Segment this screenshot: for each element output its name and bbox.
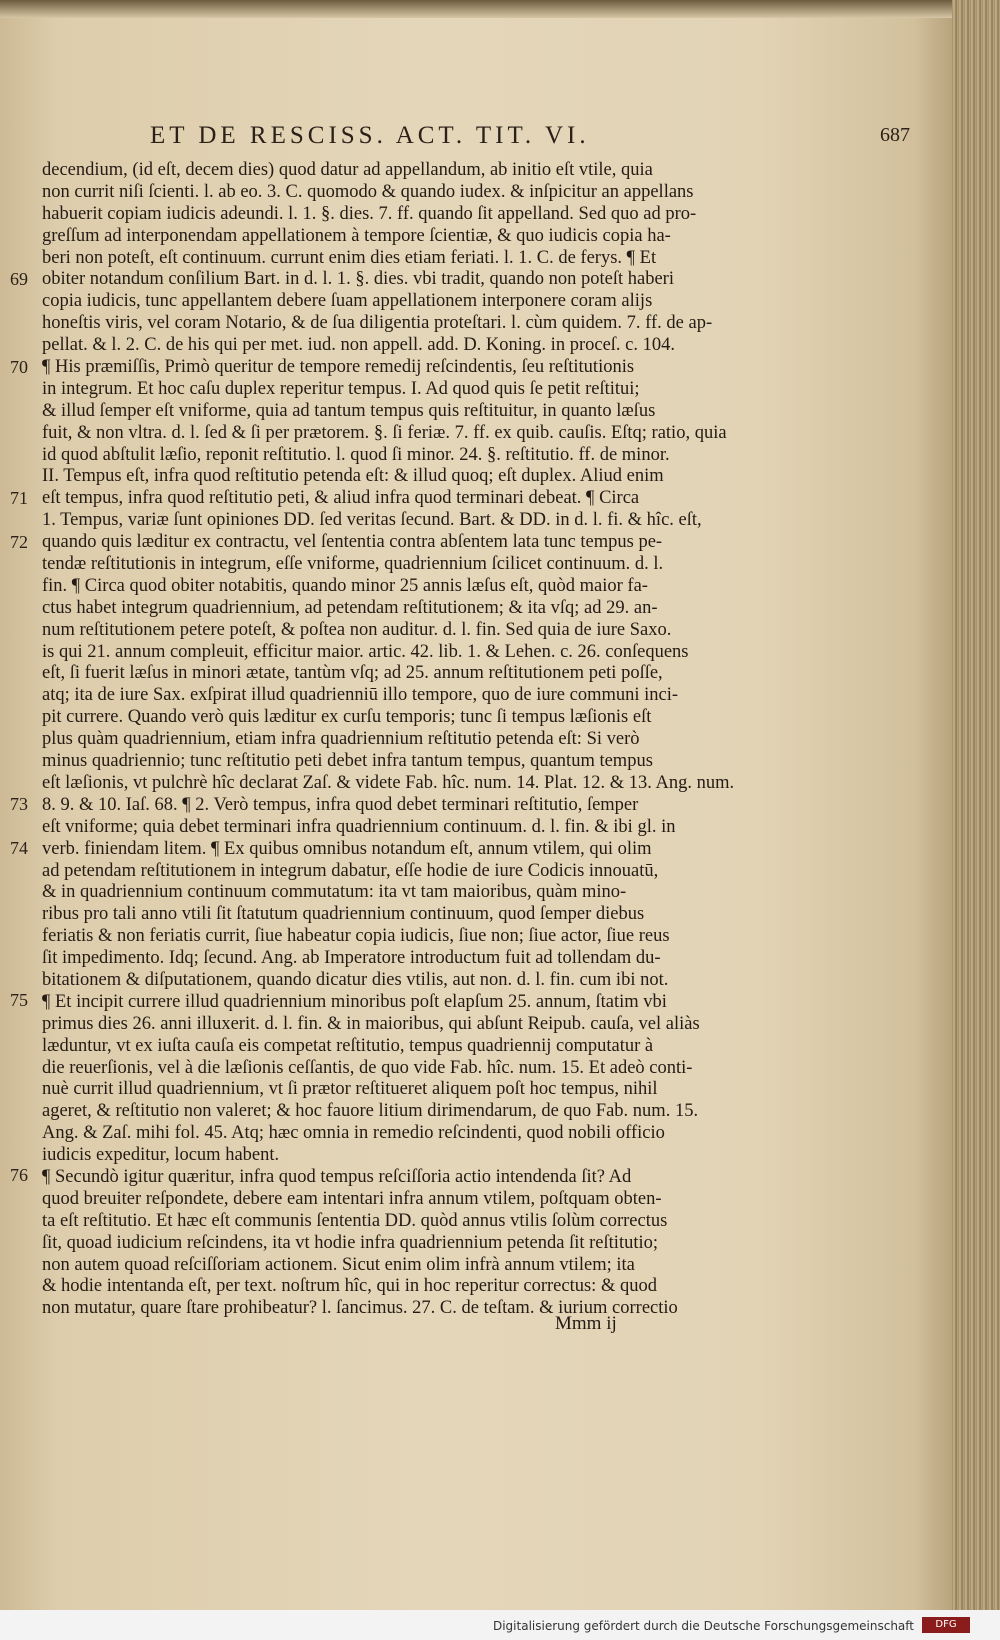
text-line: ¶ His præmiſſis, Primò queritur de tempore remedij reſcindentis, ſeu reſtitutionis <box>42 357 635 378</box>
text-line: eſt læſionis, vt pulchrè hîc declarat Zaſ. & videte Fab. hîc. num. 14. Plat. 12. & 13. Ang. num. <box>42 772 735 793</box>
page-edge-stack <box>952 0 1000 1610</box>
text-line: non autem quoad reſciſſoriam actionem. Sicut enim olim infrà annum vtilem; ita <box>42 1254 635 1275</box>
text-line: 1. Tempus, variæ ſunt opiniones DD. ſed veritas ſecund. Bart. & DD. in d. l. fi. & hîc. eſt, <box>42 510 702 531</box>
text-line: pellat. & l. 2. C. de his qui per met. iud. non appell. add. D. Koning. in proceſ. c. 104. <box>42 335 676 356</box>
margin-number: 76 <box>10 1165 28 1185</box>
text-line: beri non poteſt, eſt continuum. currunt enim dies etiam feriati. l. 1. C. de ferys. ¶ Et <box>42 247 657 268</box>
margin-number: 75 <box>10 990 28 1010</box>
text-line: eſt tempus, infra quod reſtitutio peti, & aliud infra quod terminari debeat. ¶ Circa <box>42 488 640 509</box>
text-line: tendæ reſtitutionis in integrum, eſſe vniforme, quadriennium ſcilicet continuum. d. l. <box>42 554 664 575</box>
page-header <box>120 122 910 158</box>
text-line: non mutatur, quare ſtare prohibeatur? l. ſancimus. 27. C. de teſtam. & iurium correctio <box>42 1298 678 1319</box>
text-line: in integrum. Et hoc caſu duplex reperitur tempus. I. Ad quod quis ſe petit reſtitui; <box>42 378 640 399</box>
text-line: nuè currit illud quadriennium, vt ſi prætor reſtitueret aliquem poſt hoc tempus, nihil <box>42 1079 658 1100</box>
text-line: & in quadriennium continuum commutatum: ita vt tam maioribus, quàm mino- <box>42 882 627 903</box>
text-line: ſit impedimento. Idq; ſecund. Ang. ab Imperatore introductum fuit ad tollendam du- <box>42 948 661 969</box>
margin-number: 72 <box>10 532 28 552</box>
text-line: ſit, quoad iudicium reſcindens, ita vt hodie infra quadriennium petenda ſit reſtitutio; <box>42 1232 659 1253</box>
text-line: ctus habet integrum quadriennium, ad petendam reſtitutionem; & ita vſq; ad 29. an- <box>42 597 658 618</box>
text-line: & illud ſemper eſt vniforme, quia ad tantum tempus quis reſtituitur, in quanto læſus <box>42 400 656 421</box>
signature-mark: Mmm ij <box>555 1313 617 1334</box>
text-line: is qui 21. annum compleuit, efficitur maior. artic. 42. lib. 1. & Lehen. c. 26. conſequens <box>42 641 689 662</box>
text-line: quod breuiter reſpondete, debere eam intentari infra annum vtilem, poſtquam obten- <box>42 1188 662 1209</box>
text-line: obiter notandum conſilium Bart. in d. l. 1. §. dies. vbi tradit, quando non poteſt haberi <box>42 269 674 290</box>
text-line: atq; ita de iure Sax. exſpirat illud quadrienniū illo tempore, quo de iure communi inci- <box>42 685 679 706</box>
text-line: iudicis expeditur, locum habent. <box>42 1145 280 1166</box>
text-line: copia iudicis, tunc appellantem debere ſuam appellationem interponere coram alijs <box>42 291 653 312</box>
page-number: 687 <box>880 124 910 146</box>
text-line: pit currere. Quando verò quis læditur ex curſu temporis; tunc ſi tempus læſionis eſt <box>42 707 652 728</box>
text-line: ageret, & reſtitutio non valeret; & hoc fauore litium dirimendarum, de quo Fab. num. 15. <box>42 1101 699 1122</box>
margin-number: 70 <box>10 357 28 377</box>
text-line: quando quis læditur ex contractu, vel ſententia contra abſentem lata tunc tempus pe- <box>42 532 663 553</box>
text-line: ta eſt reſtitutio. Et hæc eſt communis ſententia DD. quòd annus vtilis ſolùm correctus <box>42 1210 668 1231</box>
margin-number: 74 <box>10 838 28 858</box>
running-head: ET DE RESCISS. ACT. TIT. VI. <box>150 122 590 149</box>
text-line: fuit, & non vltra. d. l. ſed & ſi per prætorem. §. ſi feriæ. 7. ff. ex quib. cauſis. Eſtq; ratio, quia <box>42 422 727 443</box>
text-line: læduntur, vt ex iuſta cauſa eis competat reſtitutio, tempus quadriennij computatur à <box>42 1035 654 1056</box>
text-line: primus dies 26. anni illuxerit. d. l. fin. & in maioribus, qui abſunt Reipub. cauſa, vel aliàs <box>42 1013 700 1034</box>
page-top-edge <box>0 0 1000 18</box>
text-line: habuerit copiam iudicis adeundi. l. 1. §. dies. 7. ff. quando ſit appelland. Sed quo ad pro- <box>42 203 697 224</box>
text-line: verb. finiendam litem. ¶ Ex quibus omnibus notandum eſt, annum vtilem, qui olim <box>42 838 652 859</box>
text-line: id quod abſtulit læſio, reponit reſtitutio. l. quod ſi minor. 24. §. reſtitutio. ff. de minor. <box>42 444 670 465</box>
text-line: minus quadriennio; tunc reſtitutio peti debet infra tantum tempus, quantum tempus <box>42 751 653 772</box>
text-line: ribus pro tali anno vtili ſit ſtatutum quadriennium continuum, quod ſemper diebus <box>42 904 645 925</box>
text-line: greſſum ad interponendam appellationem à tempore ſcientiæ, & quo iudicis copia ha- <box>42 225 671 246</box>
text-line: honeſtis viris, vel coram Notario, & de ſua diligentia proteſtari. l. cùm quidem. 7. ff. de ap- <box>42 313 713 334</box>
text-line: num reſtitutionem petere poteſt, & poſtea non auditur. d. l. fin. Sed quia de iure Saxo. <box>42 619 672 640</box>
text-line: decendium, (id eſt, decem dies) quod datur ad appellandum, ab initio eſt vtile, quia <box>42 160 653 180</box>
text-line: feriatis & non feriatis currit, ſiue habeatur copia iudicis, ſiue non; ſiue actor, ſiue reus <box>42 926 670 947</box>
text-line: bitationem & diſputationem, quando dicatur dies vtilis, aut non. d. l. fin. cum ibi not. <box>42 969 669 990</box>
text-line: ¶ Secundò igitur quæritur, infra quod tempus reſciſſoria actio intendenda ſit? Ad <box>42 1166 632 1187</box>
text-line: ad petendam reſtitutionem in integrum dabatur, eſſe hodie de iure Codicis innouatū, <box>42 860 659 881</box>
text-line: & hodie intentanda eſt, per text. noſtrum hîc, qui in hoc reperitur correctus: & quod <box>42 1276 657 1297</box>
text-line: die reuerſionis, vel à die læſionis ceſſantis, de quo vide Fab. hîc. num. 15. Et adeò conti- <box>42 1057 693 1078</box>
footer-credit: Digitalisierung gefördert durch die Deutsche Forschungsgemeinschaft <box>492 1619 914 1633</box>
body-text <box>42 160 742 1342</box>
dfg-logo: DFG <box>922 1617 970 1633</box>
text-line <box>42 1320 742 1342</box>
text-line: eſt vniforme; quia debet terminari infra quadriennium continuum. d. l. fin. & ibi gl. in <box>42 816 676 837</box>
text-line: non currit niſi ſcienti. l. ab eo. 3. C. quomodo & quando iudex. & inſpicitur an appellans <box>42 181 694 202</box>
margin-number: 69 <box>10 269 28 289</box>
text-line: 8. 9. & 10. Iaſ. 68. ¶ 2. Verò tempus, infra quod debet terminari reſtitutio, ſemper <box>42 794 639 815</box>
text-line: fin. ¶ Circa quod obiter notabitis, quando minor 25 annis læſus eſt, quòd maior fa- <box>42 575 648 596</box>
footer-bar <box>0 1610 1000 1640</box>
text-line: plus quàm quadriennium, etiam infra quadriennium reſtitutio petenda eſt: Si verò <box>42 729 640 750</box>
margin-number: 71 <box>10 488 28 508</box>
text-line: Ang. & Zaſ. mihi fol. 45. Atq; hæc omnia in remedio reſcindenti, quod nobili officio <box>42 1123 665 1144</box>
text-line: ¶ Et incipit currere illud quadriennium minoribus poſt elapſum 25. annum, ſtatim vbi <box>42 991 667 1012</box>
text-line: II. Tempus eſt, infra quod reſtitutio petenda eſt: & illud quoq; eſt duplex. Aliud enim <box>42 466 664 487</box>
margin-number: 73 <box>10 794 28 814</box>
text-line: eſt, ſi fuerit læſus in minori ætate, tantùm vſq; ad 25. annum reſtitutionem peti poſſe, <box>42 663 663 684</box>
